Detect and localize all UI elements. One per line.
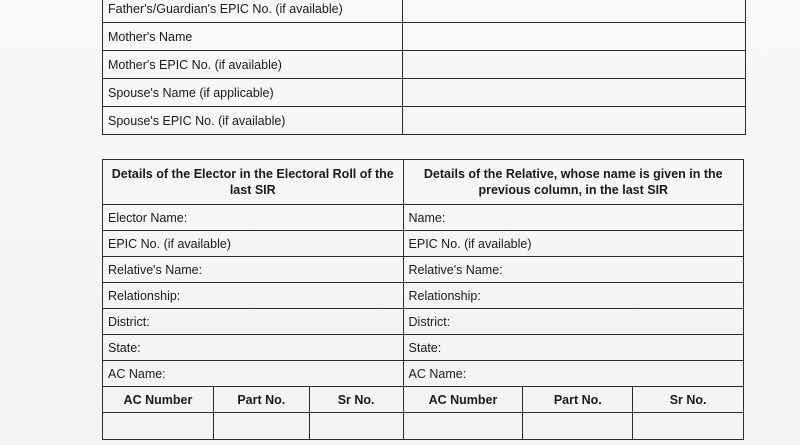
- table-row: [103, 51, 746, 79]
- sir-details-table: [102, 159, 744, 440]
- relative-state-field[interactable]: State:: [403, 335, 743, 361]
- table-row: [103, 205, 744, 231]
- spouses-epic-input[interactable]: [402, 107, 745, 135]
- elector-ac-number-input[interactable]: [103, 413, 214, 440]
- relative-relationship-field[interactable]: Relationship:: [403, 283, 743, 309]
- elector-part-no-header: Part No.: [213, 387, 309, 413]
- relative-part-no-input[interactable]: [523, 413, 633, 440]
- table-row: [103, 79, 746, 107]
- relative-ac-name-field[interactable]: AC Name:: [403, 361, 743, 387]
- field-label: Spouse's EPIC No. (if available): [103, 107, 403, 135]
- relative-sr-no-input[interactable]: [633, 413, 744, 440]
- elector-epic-field[interactable]: EPIC No. (if available): [103, 231, 404, 257]
- elector-ac-number-header: AC Number: [103, 387, 214, 413]
- relative-district-field[interactable]: District:: [403, 309, 743, 335]
- relative-name-field[interactable]: Name:: [403, 205, 743, 231]
- elector-details-heading: Details of the Elector in the Electoral Roll of the last SIR: [103, 160, 404, 205]
- table-header-row: [103, 160, 744, 205]
- table-row: [103, 283, 744, 309]
- field-label: Mother's Name: [103, 23, 403, 51]
- relative-epic-field[interactable]: EPIC No. (if available): [403, 231, 743, 257]
- mothers-epic-input[interactable]: [402, 51, 745, 79]
- elector-district-field[interactable]: District:: [103, 309, 404, 335]
- relative-sr-no-header: Sr No.: [633, 387, 744, 413]
- relative-ac-number-input[interactable]: [403, 413, 523, 440]
- field-label: Father's/Guardian's EPIC No. (if available): [103, 0, 403, 23]
- table-row: [103, 361, 744, 387]
- field-label: Spouse's Name (if applicable): [103, 79, 403, 107]
- relative-details-heading: Details of the Relative, whose name is given in the previous column, in the last SIR: [403, 160, 743, 205]
- table-row: [103, 231, 744, 257]
- elector-sr-no-input[interactable]: [309, 413, 403, 440]
- table-row: [103, 0, 746, 23]
- relative-relatives-name-field[interactable]: Relative's Name:: [403, 257, 743, 283]
- mothers-name-input[interactable]: [402, 23, 745, 51]
- elector-relationship-field[interactable]: Relationship:: [103, 283, 404, 309]
- elector-relatives-name-field[interactable]: Relative's Name:: [103, 257, 404, 283]
- table-row: [103, 335, 744, 361]
- spouses-name-input[interactable]: [402, 79, 745, 107]
- elector-part-no-input[interactable]: [213, 413, 309, 440]
- table-row: [103, 413, 744, 440]
- table-row: [103, 309, 744, 335]
- table-subheader-row: [103, 387, 744, 413]
- table-row: [103, 23, 746, 51]
- family-details-table: [102, 0, 746, 135]
- elector-state-field[interactable]: State:: [103, 335, 404, 361]
- elector-ac-name-field[interactable]: AC Name:: [103, 361, 404, 387]
- table-row: [103, 107, 746, 135]
- elector-name-field[interactable]: Elector Name:: [103, 205, 404, 231]
- field-label: Mother's EPIC No. (if available): [103, 51, 403, 79]
- relative-ac-number-header: AC Number: [403, 387, 523, 413]
- fathers-epic-input[interactable]: [402, 0, 745, 23]
- elector-sr-no-header: Sr No.: [309, 387, 403, 413]
- relative-part-no-header: Part No.: [523, 387, 633, 413]
- table-row: [103, 257, 744, 283]
